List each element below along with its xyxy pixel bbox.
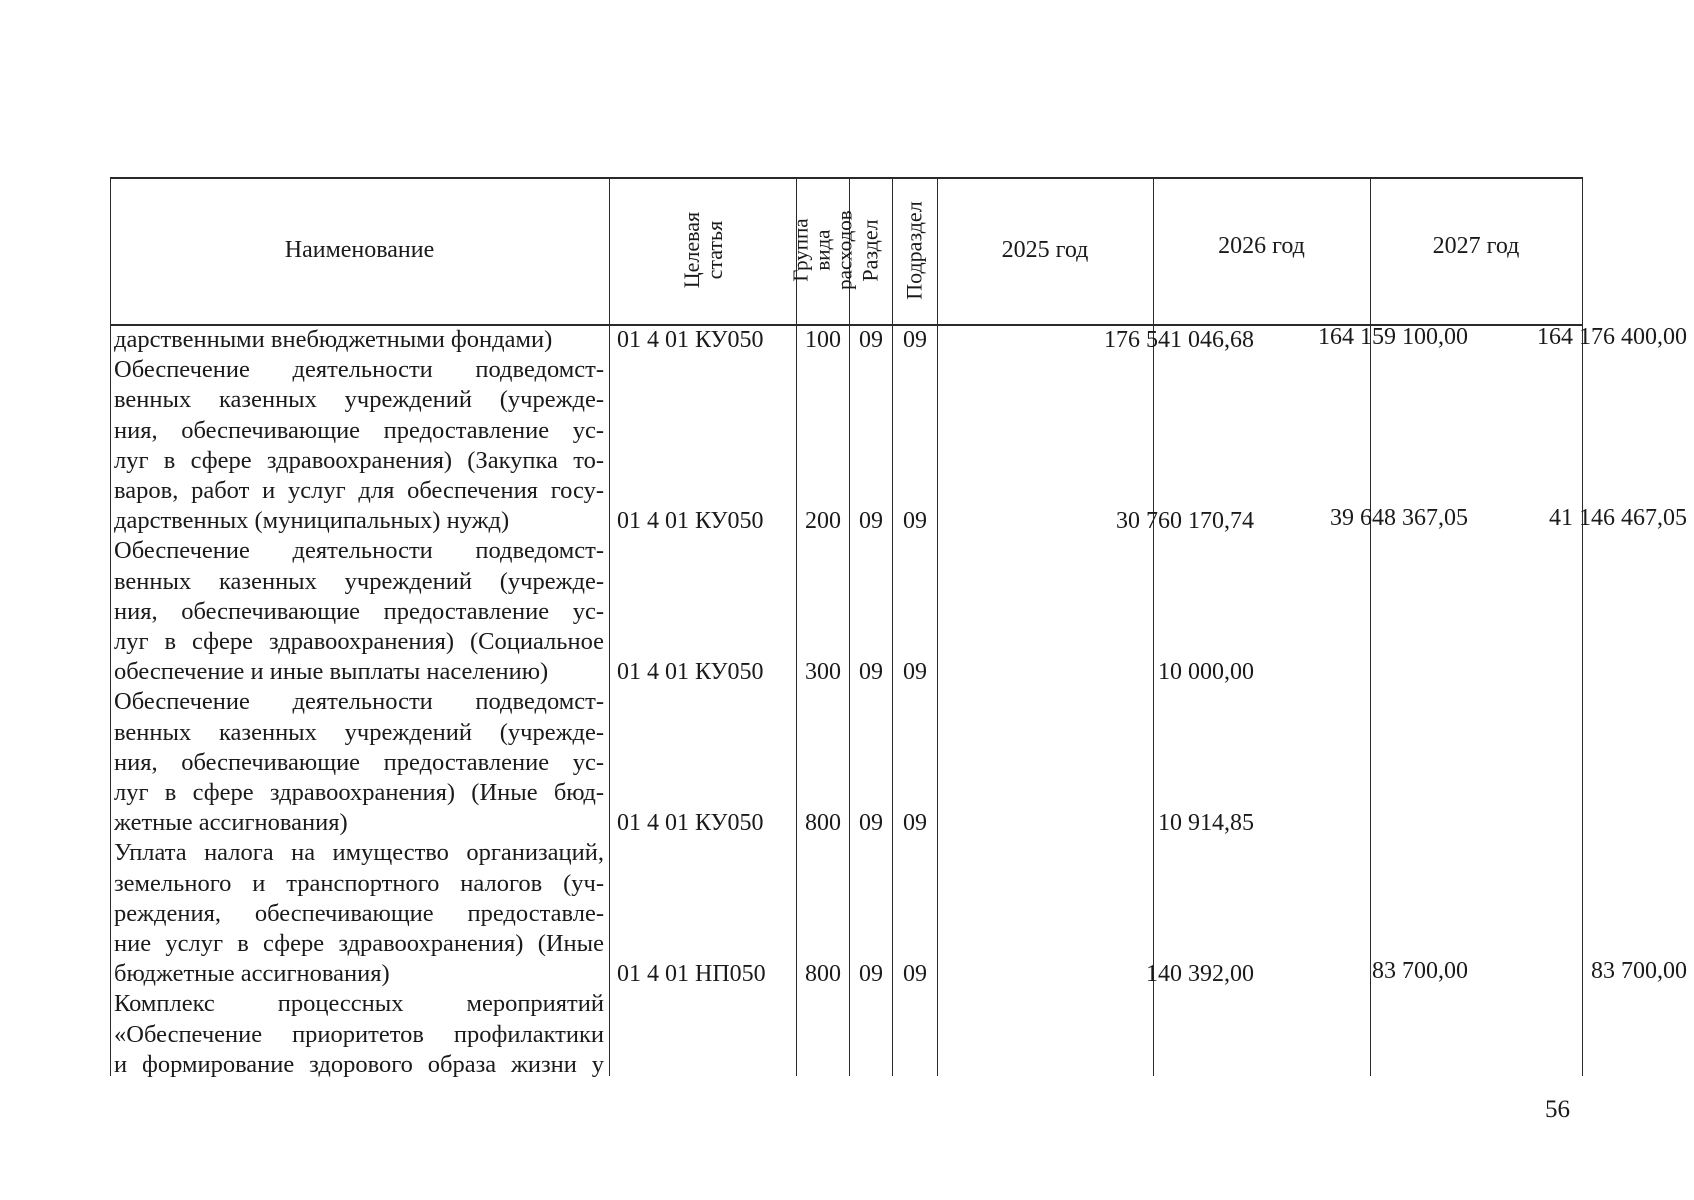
name-line: бюджетные ассигнования) bbox=[114, 960, 390, 988]
name-line: ния, обеспечивающие предоставление ус- bbox=[114, 416, 604, 444]
name-line: ния, обеспечивающие предоставление ус- bbox=[114, 748, 604, 776]
name-line: Уплата налога на имущество организаций, bbox=[114, 839, 604, 867]
name-line: земельного и транспортного налогов (уч- bbox=[114, 869, 604, 897]
name-line: обеспечение и иные выплаты населению) bbox=[114, 658, 549, 686]
header-2027: 2027 год bbox=[1432, 232, 1520, 259]
name-line: дарственными внебюджетными фондами) bbox=[114, 326, 553, 353]
name-line: венных казенных учреждений (учрежде- bbox=[114, 567, 604, 595]
subsection-cell: 09 bbox=[903, 810, 927, 837]
name-line: реждения, обеспечивающие предоставле- bbox=[114, 899, 604, 927]
budget-table bbox=[110, 177, 1687, 1078]
name-line: луг в сфере здравоохранения) (Закупка то- bbox=[114, 446, 604, 474]
amount-2025-cell: 10 914,85 bbox=[1158, 810, 1254, 837]
target-code-cell: 01 4 01 КУ050 bbox=[617, 810, 764, 837]
header-2026: 2026 год bbox=[1218, 232, 1305, 259]
name-line: Обеспечение деятельности подведомст- bbox=[114, 688, 604, 716]
name-line: луг в сфере здравоохранения) (Иные бюд- bbox=[114, 779, 604, 806]
amount-2026-cell: 164 159 100,00 bbox=[1318, 324, 1468, 350]
header-name: Наименование bbox=[284, 236, 435, 263]
name-line: дарственных (муниципальных) нужд) bbox=[114, 507, 510, 535]
name-line: луг в сфере здравоохранения) (Социальное bbox=[114, 628, 604, 655]
header-subsection bbox=[892, 177, 937, 324]
expense-group-cell: 100 bbox=[805, 327, 841, 353]
expense-group-cell: 300 bbox=[805, 659, 841, 686]
header-target-label: Целевая статья bbox=[678, 212, 727, 289]
expense-group-cell: 800 bbox=[805, 810, 841, 837]
section-cell: 09 bbox=[859, 327, 883, 353]
header-target bbox=[609, 177, 796, 324]
name-line: варов, работ и услуг для обеспечения госу- bbox=[114, 477, 604, 504]
name-line: ние услуг в сфере здравоохранения) (Иные bbox=[114, 930, 604, 957]
name-line: Обеспечение деятельности подведомст- bbox=[114, 537, 604, 565]
header-section-label: Раздел bbox=[857, 219, 883, 282]
amount-2026-cell: 83 700,00 bbox=[1372, 958, 1468, 985]
name-line: Комплекс процессных мероприятий bbox=[114, 990, 604, 1018]
amount-2026-cell: 39 648 367,05 bbox=[1330, 505, 1468, 532]
amount-2027-cell: 164 176 400,00 bbox=[1537, 324, 1687, 350]
subsection-cell: 09 bbox=[903, 659, 927, 686]
amount-2025-cell: 30 760 170,74 bbox=[1116, 508, 1254, 535]
name-line: Обеспечение деятельности подведомст- bbox=[114, 356, 604, 384]
expense-group-cell: 200 bbox=[805, 508, 841, 535]
section-cell: 09 bbox=[859, 810, 883, 837]
target-code-cell: 01 4 01 КУ050 bbox=[617, 508, 764, 535]
target-code-cell: 01 4 01 КУ050 bbox=[617, 327, 764, 353]
name-line: ния, обеспечивающие предоставление ус- bbox=[114, 597, 604, 625]
subsection-cell: 09 bbox=[903, 327, 927, 353]
amount-2027-cell: 41 146 467,05 bbox=[1549, 505, 1687, 532]
name-line: венных казенных учреждений (учрежде- bbox=[114, 718, 604, 746]
amount-2027-cell: 83 700,00 bbox=[1591, 958, 1687, 985]
subsection-cell: 09 bbox=[903, 508, 927, 535]
name-line: и формирование здорового образа жизни у bbox=[114, 1050, 604, 1078]
expense-group-cell: 800 bbox=[805, 961, 841, 988]
name-line: «Обеспечение приоритетов профилактики bbox=[114, 1020, 604, 1048]
header-group bbox=[788, 177, 857, 324]
target-code-cell: 01 4 01 НП050 bbox=[617, 961, 766, 988]
section-cell: 09 bbox=[859, 508, 883, 535]
subsection-cell: 09 bbox=[903, 961, 927, 988]
name-line: венных казенных учреждений (учрежде- bbox=[114, 386, 604, 414]
section-cell: 09 bbox=[859, 961, 883, 988]
header-2025: 2025 год bbox=[1001, 236, 1089, 263]
header-group-label: Группа вида расходов bbox=[788, 210, 857, 291]
target-code-cell: 01 4 01 КУ050 bbox=[617, 659, 764, 686]
header-subsection-label: Подраздел bbox=[901, 201, 927, 300]
header-section bbox=[849, 177, 892, 324]
amount-2025-cell: 176 541 046,68 bbox=[1104, 327, 1254, 353]
amount-2025-cell: 10 000,00 bbox=[1158, 659, 1254, 686]
amount-2025-cell: 140 392,00 bbox=[1146, 961, 1254, 988]
table-right-border bbox=[1582, 177, 1583, 1076]
name-line: жетные ассигнования) bbox=[114, 809, 348, 837]
section-cell: 09 bbox=[859, 659, 883, 686]
page-number: 56 bbox=[1545, 1096, 1570, 1123]
